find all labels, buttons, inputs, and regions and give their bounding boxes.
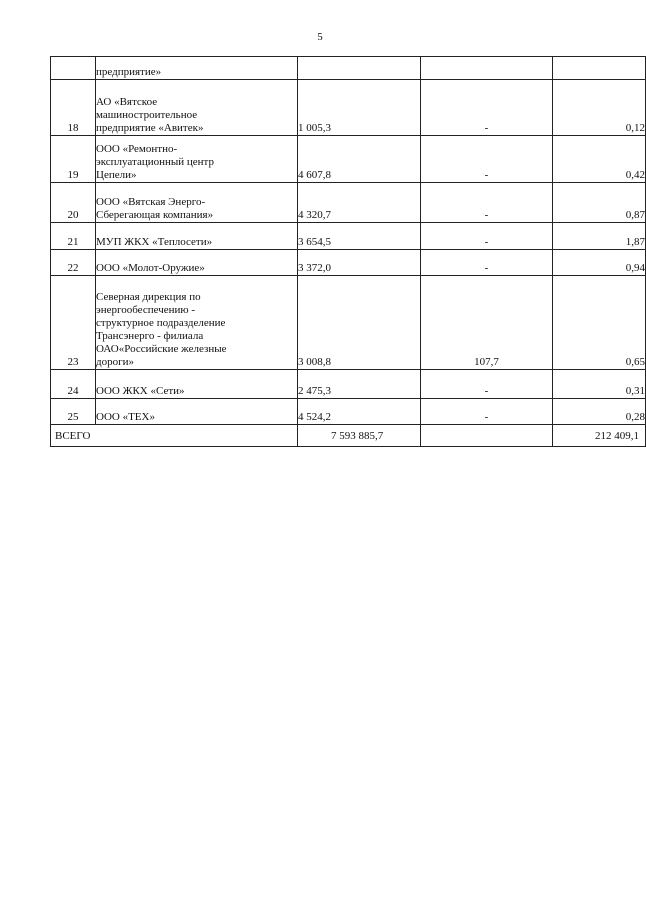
cell-num: 24 [51, 370, 96, 399]
cell-value-2: - [421, 136, 553, 183]
cell-name-line: ООО ЖКХ «Сети» [96, 385, 185, 397]
cell-name-line: ООО «Ремонтно- [96, 143, 178, 155]
cell-name [96, 399, 298, 425]
total-value-1: 7 593 885,7 [298, 425, 421, 447]
cell-value-2: - [421, 250, 553, 276]
table-row [51, 250, 646, 276]
cell-value-3: 0,28 [553, 399, 646, 425]
cell-name [96, 370, 298, 399]
cell-name [96, 183, 298, 223]
cell-value-1: 2 475,3 [298, 370, 421, 399]
table-row-continuation [51, 57, 646, 80]
cell-name [96, 250, 298, 276]
table-row [51, 80, 646, 136]
cell-name [96, 80, 298, 136]
total-value-3: 212 409,1 [553, 425, 646, 447]
cell-value-1: 4 320,7 [298, 183, 421, 223]
data-table [50, 56, 646, 447]
cell-num: 20 [51, 183, 96, 223]
cell-name-line: предприятие «Авитек» [96, 122, 204, 134]
cell-name-line: Сберегающая компания» [96, 209, 214, 221]
cell-num: 22 [51, 250, 96, 276]
cell-name-line: Цепели» [96, 169, 137, 181]
cell-value-3: 1,87 [553, 223, 646, 250]
cell-name-line: машиностроительное [96, 109, 198, 121]
cell-name-line: эксплуатационный центр [96, 156, 214, 168]
table-row-total [51, 425, 646, 447]
cell-num: 18 [51, 80, 96, 136]
cell-value-3: 0,12 [553, 80, 646, 136]
cell-value-2: - [421, 370, 553, 399]
cell-value-2: - [421, 223, 553, 250]
cell-name-line: МУП ЖКХ «Теплосети» [96, 236, 213, 248]
cell-value-1: 3 372,0 [298, 250, 421, 276]
cell-name [96, 276, 298, 370]
cell-name-line: структурное подразделение [96, 317, 226, 329]
cell-num: 19 [51, 136, 96, 183]
cell-name-line: Северная дирекция по [96, 291, 201, 303]
cell-name-line: ОАО«Российские железные [96, 343, 227, 355]
cell-value-3: 0,42 [553, 136, 646, 183]
cell-value-3 [553, 57, 646, 80]
cell-name-line: ООО «Молот-Оружие» [96, 262, 205, 274]
cell-value-3: 0,87 [553, 183, 646, 223]
cell-value-1: 3 008,8 [298, 276, 421, 370]
cell-value-3: 0,31 [553, 370, 646, 399]
cell-value-2: 107,7 [421, 276, 553, 370]
cell-name-line: АО «Вятское [96, 96, 158, 108]
table-row [51, 370, 646, 399]
total-value-2 [421, 425, 553, 447]
cell-value-1: 3 654,5 [298, 223, 421, 250]
table-row [51, 276, 646, 370]
cell-value-2: - [421, 183, 553, 223]
cell-name [96, 223, 298, 250]
cell-value-2: - [421, 399, 553, 425]
cell-num: 21 [51, 223, 96, 250]
cell-num [51, 57, 96, 80]
cell-value-1 [298, 57, 421, 80]
cell-value-3: 0,94 [553, 250, 646, 276]
cell-num: 25 [51, 399, 96, 425]
table-row [51, 399, 646, 425]
cell-name-line: энергообеспечению - [96, 304, 196, 316]
table-row [51, 136, 646, 183]
table-body [51, 57, 646, 447]
cell-num: 23 [51, 276, 96, 370]
cell-value-1: 4 524,2 [298, 399, 421, 425]
cell-value-1: 4 607,8 [298, 136, 421, 183]
cell-value-1: 1 005,3 [298, 80, 421, 136]
cell-name [96, 136, 298, 183]
table-row [51, 223, 646, 250]
total-label: ВСЕГО [51, 425, 298, 447]
cell-value-2 [421, 57, 553, 80]
cell-value-3: 0,65 [553, 276, 646, 370]
cell-name: предприятие» [96, 57, 298, 80]
cell-name-line: Трансэнерго - филиала [96, 330, 204, 342]
cell-name-line: дороги» [96, 356, 134, 368]
page-number: 5 [317, 31, 323, 43]
cell-value-2: - [421, 80, 553, 136]
cell-name-line: ООО «ТЕХ» [96, 411, 155, 423]
table-row [51, 183, 646, 223]
cell-name-line: ООО «Вятская Энерго- [96, 196, 206, 208]
